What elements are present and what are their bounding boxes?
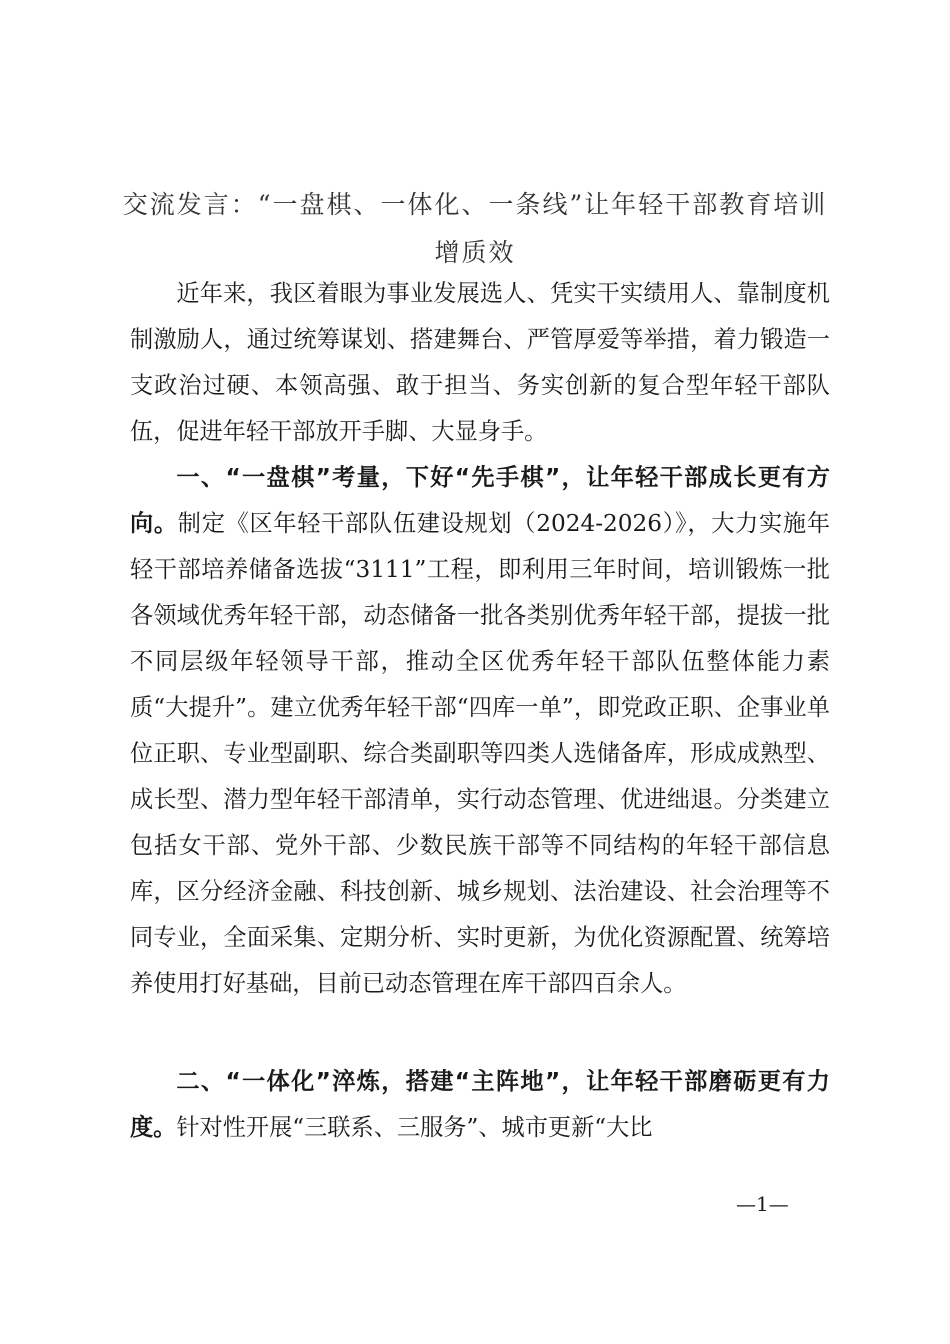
section-1-heading: 一、“一盘棋”考量，下好“先手棋”，让年轻干部成长更有方向。: [130, 464, 830, 537]
paragraph-intro-text: 近年来，我区着眼为事业发展选人、凭实干实绩用人、靠制度机制激励人，通过统筹谋划、搭建舞台、严管厚爱等举措，着力锻造一支政治过硬、本领高强、敢于担当、务实创新的复合型年轻干部队伍，促进年轻干部放开手脚、大显身手。: [130, 280, 830, 445]
paragraph-intro: [130, 271, 830, 455]
document-title-line-1: 交流发言：“一盘棋、一体化、一条线”让年轻干部教育培训: [122, 190, 828, 219]
paragraph-section-2: [130, 1059, 830, 1151]
page-number: —1—: [736, 1192, 789, 1216]
section-2-heading: 二、“一体化”淬炼，搭建“主阵地”，让年轻干部磨砺更有力度。: [130, 1068, 830, 1141]
section-2-text: 针对性开展“三联系、三服务”、城市更新“大比: [176, 1114, 653, 1141]
section-1-text: 制定《区年轻干部队伍建设规划（2024-2026）》，大力实施年轻干部培养储备选拔“3111”工程，即利用三年时间，培训锻炼一批各领域优秀年轻干部，动态储备一批各类别优秀年轻干部，提拔一批不同层级年轻领导干部，推动全区优秀年轻干部队伍整体能力素质“大提升”。建立优秀年轻干部“四库一单”，即党政正职、企事业单位正职、专业型副职、综合类副职等四类人选储备库，形成成熟型、成长型、潜力型年轻干部清单，实行动态管理、优进绌退。分类建立包括女干部、党外干部、少数民族干部等不同结构的年轻干部信息库，区分经济金融、科技创新、城乡规划、法治建设、社会治理等不同专业，全面采集、定期分析、实时更新，为优化资源配置、统筹培养使用打好基础，目前已动态管理在库干部四百余人。: [130, 510, 831, 997]
document-title-line-2: 增质效: [434, 238, 516, 267]
paragraph-section-1: [130, 455, 830, 1007]
